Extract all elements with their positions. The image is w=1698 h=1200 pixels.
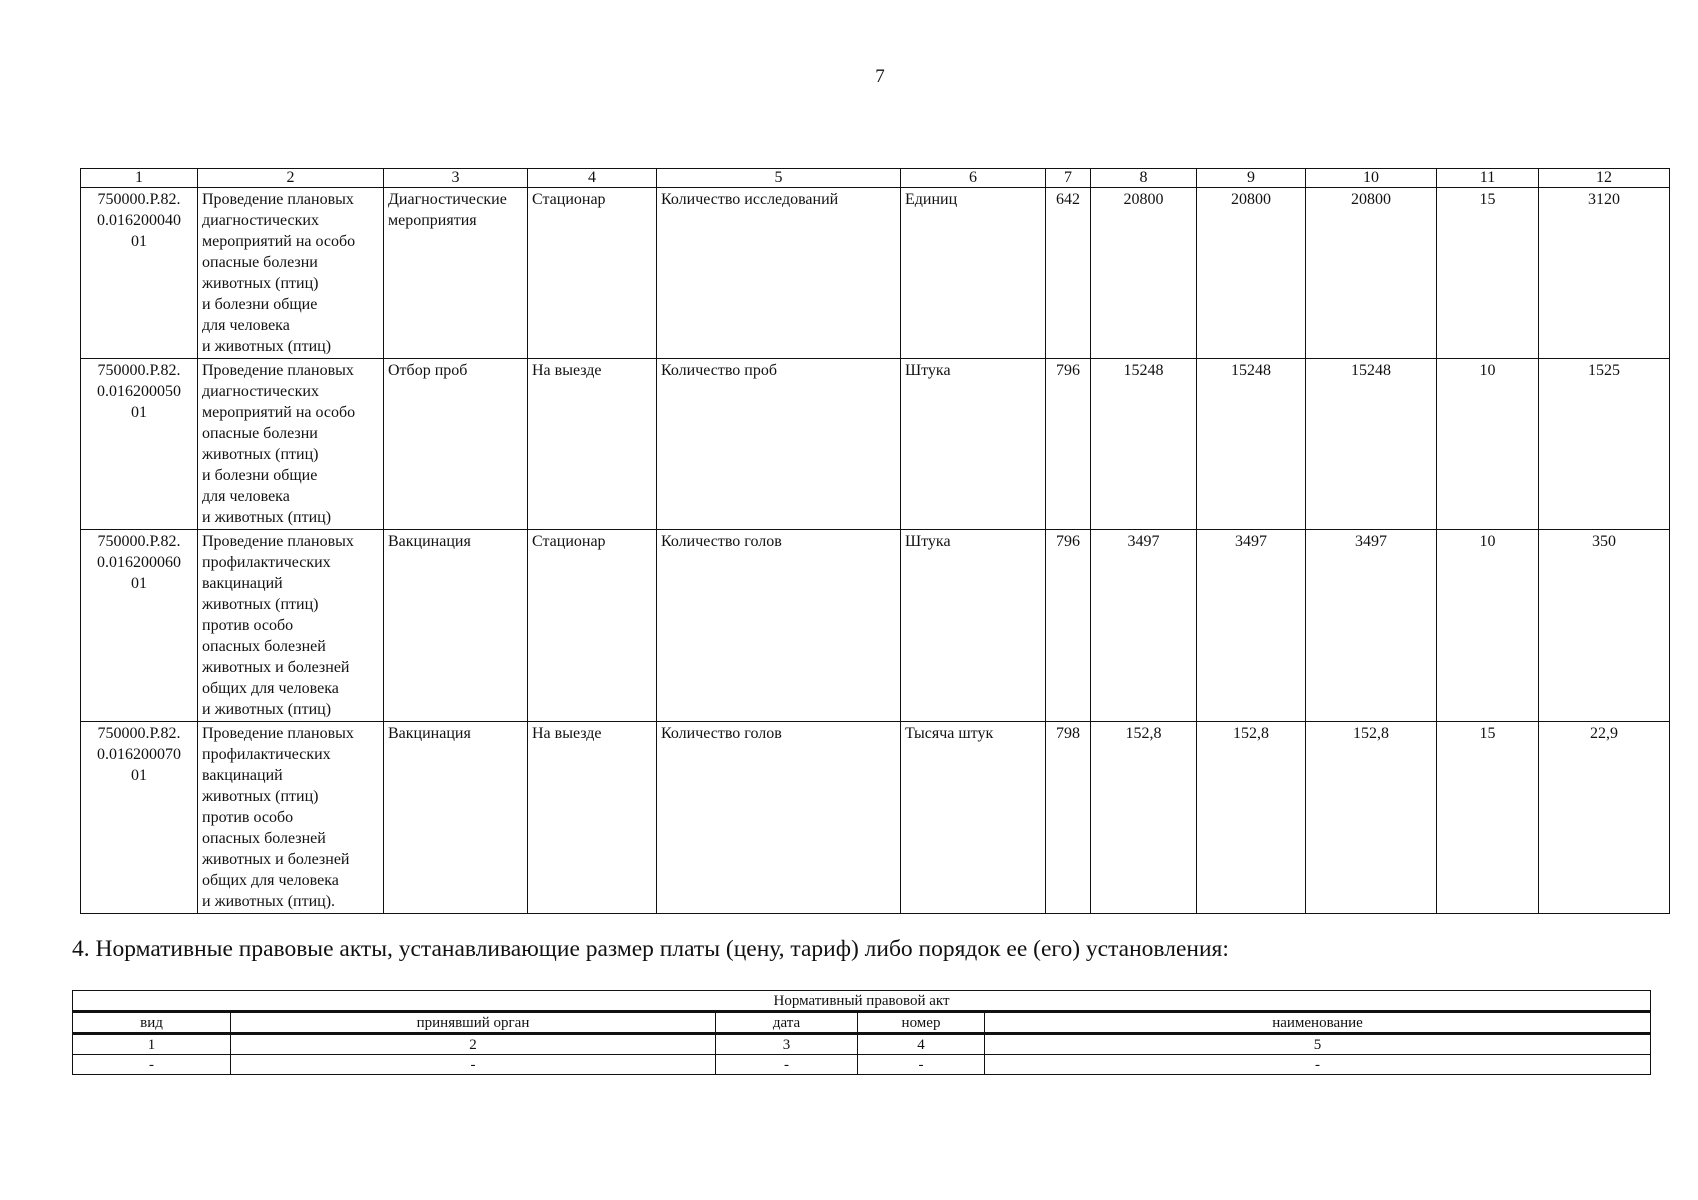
page-number: 7: [875, 66, 885, 87]
table-row: [81, 188, 1670, 359]
column-number: 9: [1197, 169, 1306, 188]
column-header-title: наименование: [985, 1012, 1651, 1034]
column-header-number: номер: [858, 1012, 985, 1034]
legal-act-columns-row: [73, 1012, 1651, 1034]
registry-code-cell: 750000.Р.82. 0.016200060 01: [81, 530, 198, 722]
registry-code-cell: 750000.Р.82. 0.016200040 01: [81, 188, 198, 359]
registry-code-cell: 750000.Р.82. 0.016200050 01: [81, 359, 198, 530]
unit-name-cell: Штука: [901, 530, 1046, 722]
deviation-percent-cell: 10: [1437, 530, 1539, 722]
column-number: 1: [73, 1034, 231, 1055]
deviation-percent-cell: 15: [1437, 722, 1539, 914]
column-number: 8: [1091, 169, 1197, 188]
legal-acts-table: [72, 990, 1651, 1075]
indicator-name-cell: Количество проб: [657, 359, 901, 530]
okei-code-cell: 796: [1046, 359, 1091, 530]
value-cell: -: [73, 1055, 231, 1075]
service-content-cell: Вакцинация: [384, 722, 528, 914]
column-number: 2: [231, 1034, 716, 1055]
service-condition-cell: На выезде: [528, 359, 657, 530]
value-cell: 20800: [1091, 188, 1197, 359]
value-cell: 152,8: [1306, 722, 1437, 914]
unit-name-cell: Штука: [901, 359, 1046, 530]
services-volume-table: [80, 168, 1670, 914]
column-number-row: [81, 169, 1670, 188]
value-cell: -: [858, 1055, 985, 1075]
value-cell: -: [231, 1055, 716, 1075]
value-cell: 15248: [1306, 359, 1437, 530]
service-name-cell: Проведение плановых профилактических вакцинаций животных (птиц) против особо опасных болезней животных и болезней общих для человека и животных (птиц): [198, 530, 384, 722]
service-content-cell: Диагностические мероприятия: [384, 188, 528, 359]
value-cell: 15248: [1197, 359, 1306, 530]
indicator-name-cell: Количество голов: [657, 722, 901, 914]
column-number: 10: [1306, 169, 1437, 188]
deviation-percent-cell: 15: [1437, 188, 1539, 359]
value-cell: 152,8: [1197, 722, 1306, 914]
table-row: [81, 359, 1670, 530]
value-cell: 3497: [1197, 530, 1306, 722]
service-condition-cell: Стационар: [528, 188, 657, 359]
column-number: 6: [901, 169, 1046, 188]
column-number: 12: [1539, 169, 1670, 188]
column-number: 4: [528, 169, 657, 188]
service-name-cell: Проведение плановых диагностических мероприятий на особо опасные болезни животных (птиц) и болезни общие для человека и животных (птиц): [198, 188, 384, 359]
okei-code-cell: 642: [1046, 188, 1091, 359]
indicator-name-cell: Количество голов: [657, 530, 901, 722]
unit-name-cell: Единиц: [901, 188, 1046, 359]
value-cell: 20800: [1306, 188, 1437, 359]
column-number: 5: [985, 1034, 1651, 1055]
column-header-authority: принявший орган: [231, 1012, 716, 1034]
value-cell: 152,8: [1091, 722, 1197, 914]
value-cell: 3497: [1306, 530, 1437, 722]
column-number: 3: [716, 1034, 858, 1055]
service-name-cell: Проведение плановых профилактических вакцинаций животных (птиц) против особо опасных болезней животных и болезней общих для человека и животных (птиц).: [198, 722, 384, 914]
column-number: 2: [198, 169, 384, 188]
service-content-cell: Отбор проб: [384, 359, 528, 530]
deviation-absolute-cell: 350: [1539, 530, 1670, 722]
service-content-cell: Вакцинация: [384, 530, 528, 722]
value-cell: 3497: [1091, 530, 1197, 722]
service-condition-cell: На выезде: [528, 722, 657, 914]
registry-code-cell: 750000.Р.82. 0.016200070 01: [81, 722, 198, 914]
column-number: 7: [1046, 169, 1091, 188]
indicator-name-cell: Количество исследований: [657, 188, 901, 359]
value-cell: -: [985, 1055, 1651, 1075]
unit-name-cell: Тысяча штук: [901, 722, 1046, 914]
value-cell: -: [716, 1055, 858, 1075]
column-number: 4: [858, 1034, 985, 1055]
column-number: 11: [1437, 169, 1539, 188]
deviation-absolute-cell: 1525: [1539, 359, 1670, 530]
table-row: [81, 722, 1670, 914]
deviation-percent-cell: 10: [1437, 359, 1539, 530]
column-header-date: дата: [716, 1012, 858, 1034]
column-number: 5: [657, 169, 901, 188]
service-name-cell: Проведение плановых диагностических мероприятий на особо опасные болезни животных (птиц) и болезни общие для человека и животных (птиц): [198, 359, 384, 530]
deviation-absolute-cell: 3120: [1539, 188, 1670, 359]
legal-act-numbers-row: [73, 1034, 1651, 1055]
value-cell: 20800: [1197, 188, 1306, 359]
legal-act-title-row: [73, 991, 1651, 1012]
column-number: 3: [384, 169, 528, 188]
table-row: [73, 1055, 1651, 1075]
column-header-type: вид: [73, 1012, 231, 1034]
deviation-absolute-cell: 22,9: [1539, 722, 1670, 914]
legal-act-title: Нормативный правовой акт: [73, 991, 1651, 1012]
table-row: [81, 530, 1670, 722]
value-cell: 15248: [1091, 359, 1197, 530]
section-4-heading: 4. Нормативные правовые акты, устанавливающие размер платы (цену, тариф) либо порядок ее (его) установления:: [72, 936, 1229, 962]
service-condition-cell: Стационар: [528, 530, 657, 722]
column-number: 1: [81, 169, 198, 188]
okei-code-cell: 796: [1046, 530, 1091, 722]
okei-code-cell: 798: [1046, 722, 1091, 914]
